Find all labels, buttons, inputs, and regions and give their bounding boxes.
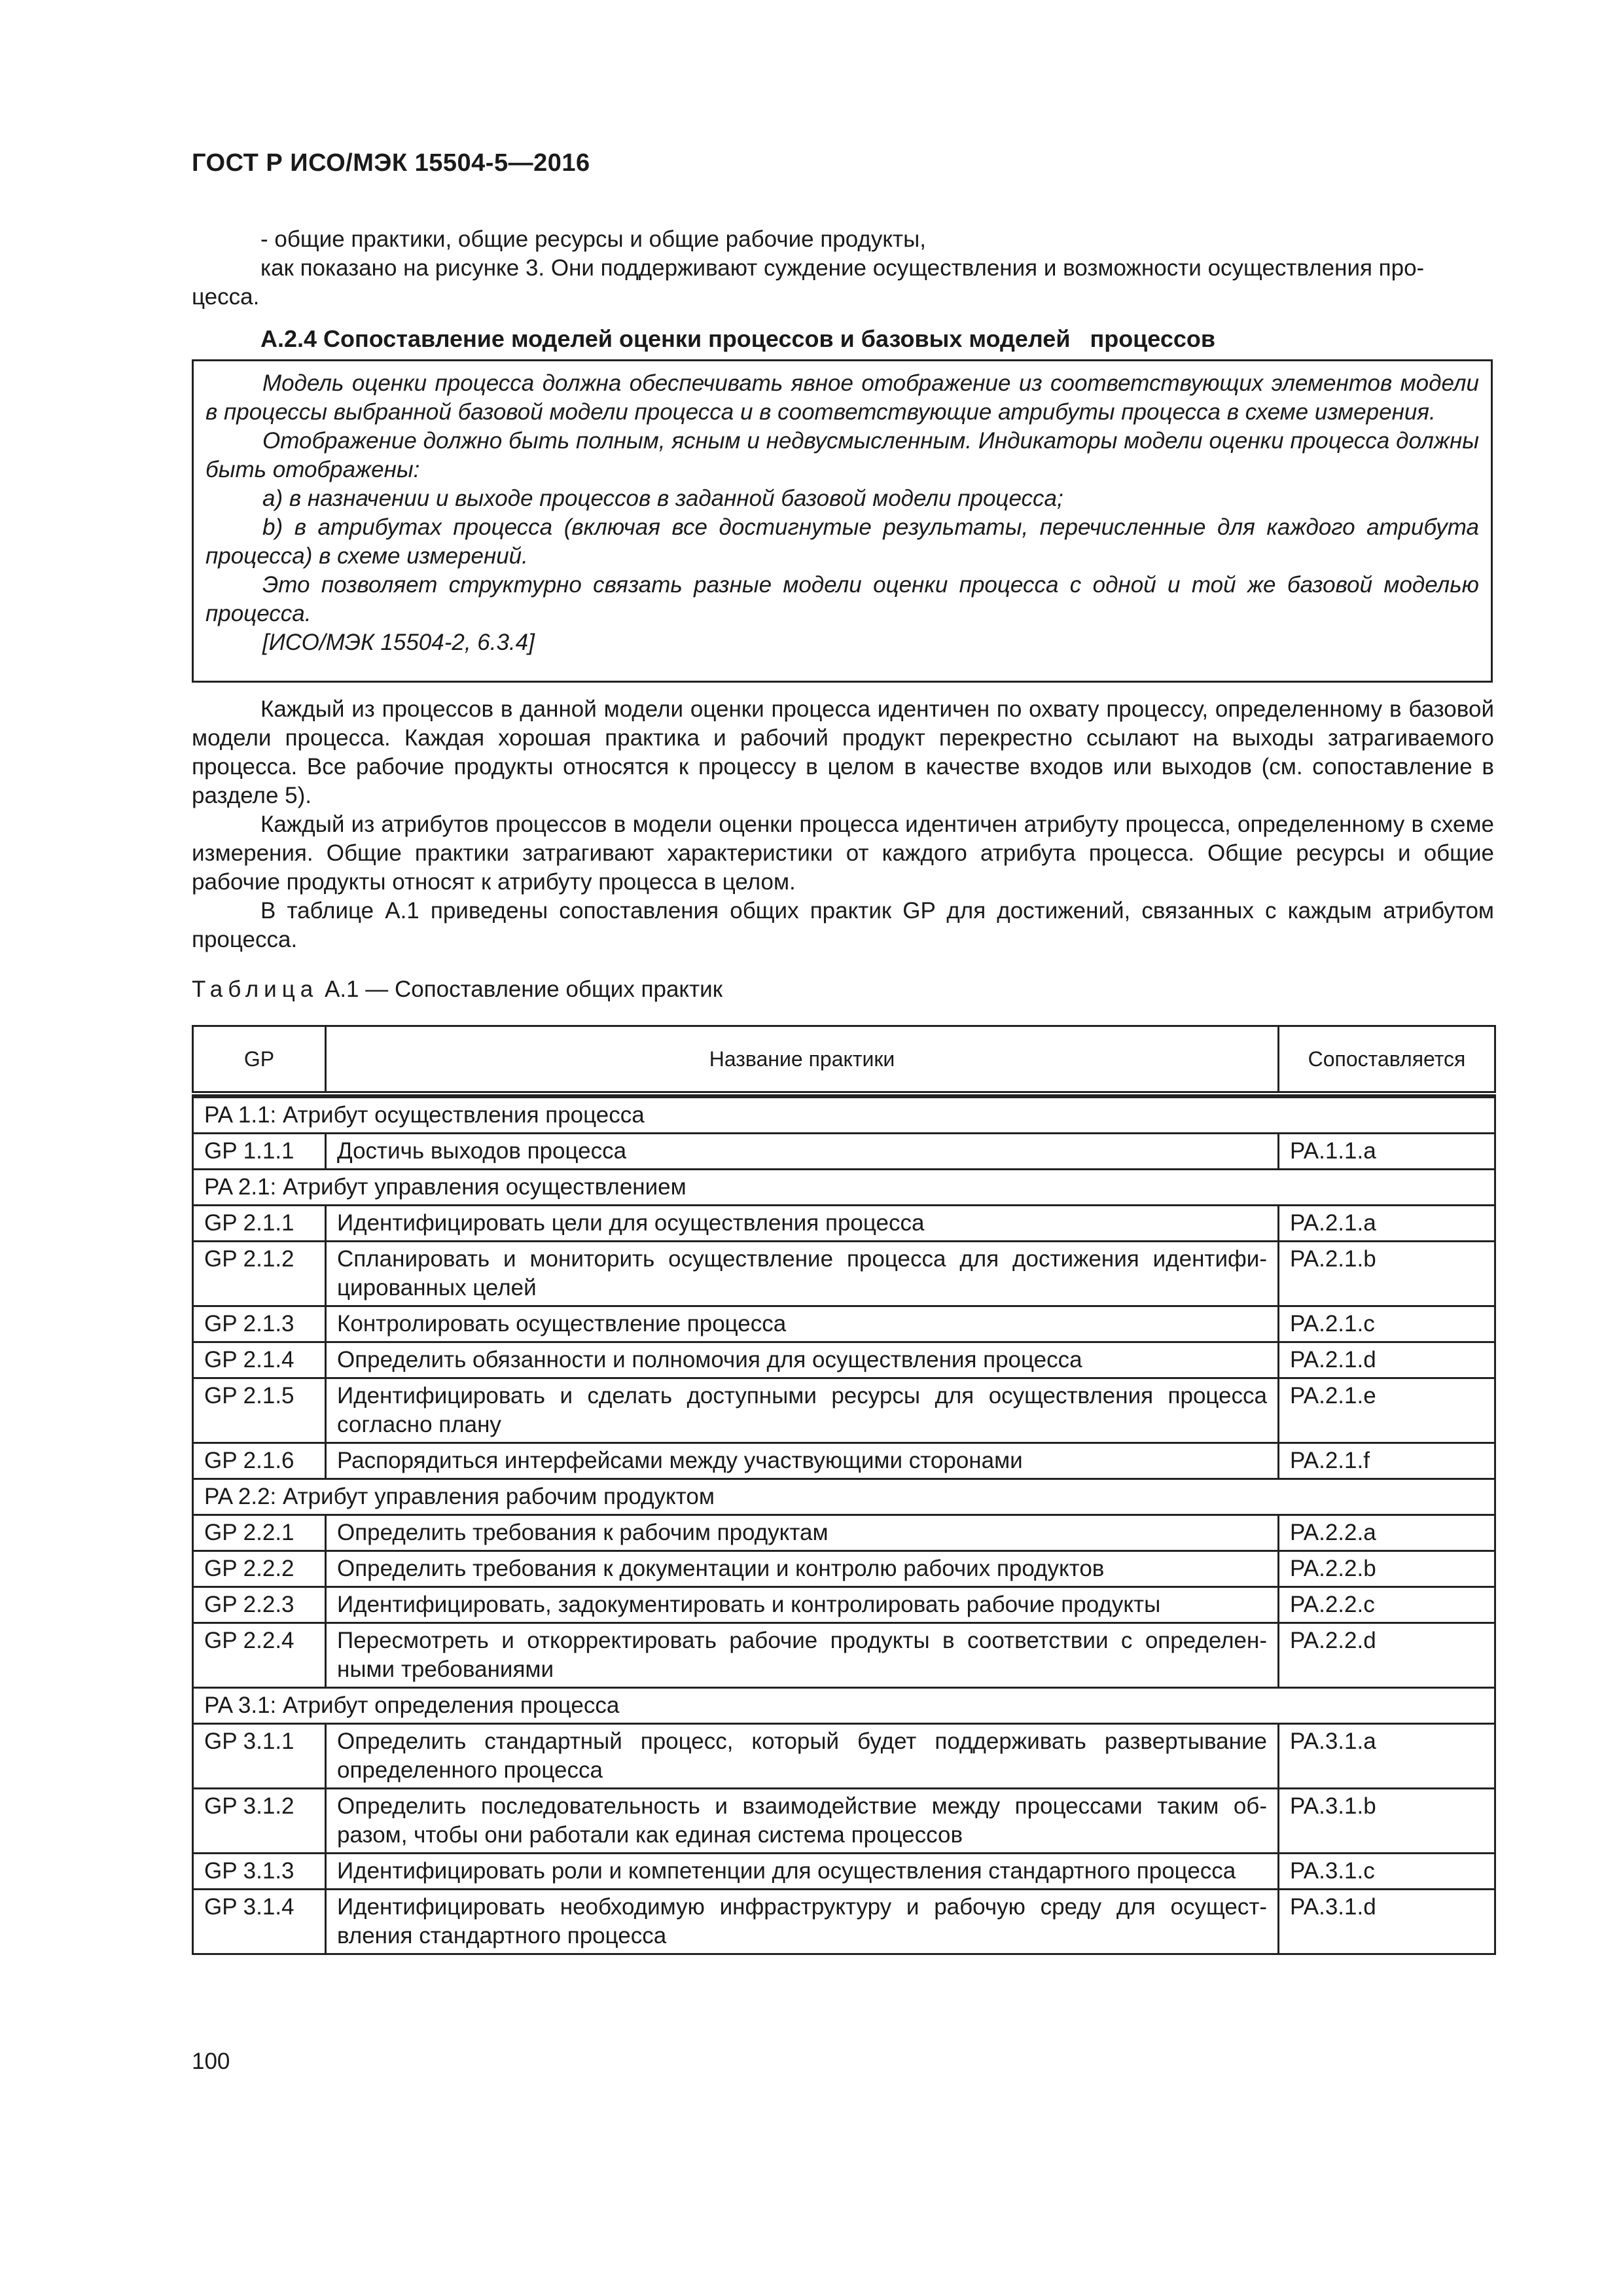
table-row [193, 1134, 1495, 1170]
cell-practice-name: Распорядиться интерфейсами между участвующими сторонами [326, 1443, 1279, 1479]
table-row [193, 1206, 1495, 1242]
page-header-title: ГОСТ Р ИСО/МЭК 15504-5—2016 [192, 149, 590, 177]
cell-mapped-to: PA.2.1.e [1279, 1378, 1495, 1443]
body-paragraph-1: Каждый из процессов в данной модели оценки процесса идентичен по охвату процессу, определенному в базовой модели процесса. Каждая хорошая практика и рабочий продукт перекрестно ссылают на выходы затрагиваемого процесса. Все рабочие продукты относятся к процессу в целом в качестве входов или выходов (см. сопоставление в разделе 5). [192, 696, 1494, 808]
cell-mapped-to: PA.2.1.b [1279, 1242, 1495, 1306]
cell-mapped-to: PA.3.1.d [1279, 1890, 1495, 1954]
quote-reference: [ИСО/МЭК 15504-2, 6.3.4] [262, 630, 535, 655]
cell-gp-id: GP 3.1.3 [193, 1854, 326, 1890]
quote-box [192, 359, 1493, 683]
cell-gp-id: GP 2.1.2 [193, 1242, 326, 1306]
cell-mapped-to: PA.3.1.b [1279, 1789, 1495, 1854]
body-paragraph-3: В таблице А.1 приведены сопоставления общих практик GP для достижений, связанных с каждым атрибутом процесса. [192, 898, 1494, 952]
table-header-row [193, 1026, 1495, 1094]
cell-gp-id: GP 2.2.4 [193, 1623, 326, 1688]
table-row [193, 1378, 1495, 1443]
header-practice-name: Название практики [326, 1026, 1279, 1094]
cell-gp-id: GP 3.1.1 [193, 1724, 326, 1789]
group-title: PA 3.1: Атрибут определения процесса [193, 1688, 1495, 1724]
cell-practice-name: Определить требования к документации и контролю рабочих продуктов [326, 1551, 1279, 1587]
table-row [193, 1551, 1495, 1587]
table-row [193, 1724, 1495, 1789]
cell-gp-id: GP 2.1.3 [193, 1306, 326, 1342]
intro-line-1: - общие практики, общие ресурсы и общие рабочие продукты, [260, 226, 926, 252]
cell-practice-name: Идентифицировать и сделать доступными ресурсы для осуществления процесса согласно плану [326, 1378, 1279, 1443]
cell-gp-id: GP 2.2.2 [193, 1551, 326, 1587]
intro-line-2: как показано на рисунке 3. Они поддерживают суждение осуществления и возможности осуществления про- [260, 255, 1425, 281]
cell-practice-name: Достичь выходов процесса [326, 1134, 1279, 1170]
cell-practice-name: Пересмотреть и откорректировать рабочие продукты в соответствии с определен-ными требованиями [326, 1623, 1279, 1688]
intro-text [192, 225, 1494, 312]
table-row [193, 1342, 1495, 1378]
cell-gp-id: GP 2.2.3 [193, 1587, 326, 1623]
table-group-row [193, 1170, 1495, 1206]
cell-mapped-to: PA.3.1.a [1279, 1724, 1495, 1789]
cell-mapped-to: PA.2.1.a [1279, 1206, 1495, 1242]
quote-paragraph-3: а) в назначении и выходе процессов в заданной базовой модели процесса; [262, 486, 1063, 511]
table-group-row [193, 1479, 1495, 1515]
quote-paragraph-4: b) в атрибутах процесса (включая все достигнутые результаты, перечисленные для каждого атрибута процесса) в схеме измерений. [205, 514, 1479, 569]
group-title: PA 1.1: Атрибут осуществления процесса [193, 1098, 1495, 1134]
body-text [192, 695, 1494, 954]
cell-mapped-to: PA.2.2.d [1279, 1623, 1495, 1688]
page-number: 100 [192, 2049, 230, 2074]
cell-mapped-to: PA.2.1.c [1279, 1306, 1495, 1342]
intro-line-3: цесса. [192, 284, 260, 310]
section-heading: А.2.4 Сопоставление моделей оценки процессов и базовых моделей процессов [260, 325, 1216, 352]
table-row [193, 1242, 1495, 1306]
quote-paragraph-2: Отображение должно быть полным, ясным и недвусмысленным. Индикаторы модели оценки процесса должны быть отображены: [205, 428, 1479, 482]
table-row [193, 1623, 1495, 1688]
cell-gp-id: GP 3.1.2 [193, 1789, 326, 1854]
cell-practice-name: Спланировать и мониторить осуществление процесса для достижения идентифи-цированных целей [326, 1242, 1279, 1306]
table-row [193, 1515, 1495, 1551]
table-caption [192, 977, 722, 1003]
gp-mapping-table [192, 1025, 1496, 1955]
table-row [193, 1306, 1495, 1342]
cell-gp-id: GP 2.1.5 [193, 1378, 326, 1443]
body-paragraph-2: Каждый из атрибутов процессов в модели оценки процесса идентичен атрибуту процесса, определенному в схеме измерения. Общие практики затрагивают характеристики от каждого атрибута процесса. Общие ресурсы и общие рабочие продукты относят к атрибуту процесса в целом. [192, 812, 1494, 895]
cell-practice-name: Контролировать осуществление процесса [326, 1306, 1279, 1342]
table-group-row [193, 1098, 1495, 1134]
cell-mapped-to: PA.2.2.c [1279, 1587, 1495, 1623]
cell-practice-name: Идентифицировать цели для осуществления процесса [326, 1206, 1279, 1242]
cell-practice-name: Определить последовательность и взаимодействие между процессами таким об-разом, чтобы они работали как единая система процессов [326, 1789, 1279, 1854]
group-title: PA 2.2: Атрибут управления рабочим продуктом [193, 1479, 1495, 1515]
group-title: PA 2.1: Атрибут управления осуществлением [193, 1170, 1495, 1206]
cell-practice-name: Определить обязанности и полномочия для осуществления процесса [326, 1342, 1279, 1378]
cell-gp-id: GP 3.1.4 [193, 1890, 326, 1954]
cell-mapped-to: PA.2.2.b [1279, 1551, 1495, 1587]
cell-mapped-to: PA.2.2.a [1279, 1515, 1495, 1551]
table-body [193, 1094, 1495, 1954]
cell-mapped-to: PA.2.1.d [1279, 1342, 1495, 1378]
table-row [193, 1789, 1495, 1854]
cell-mapped-to: PA.2.1.f [1279, 1443, 1495, 1479]
cell-gp-id: GP 2.1.1 [193, 1206, 326, 1242]
cell-mapped-to: PA.3.1.c [1279, 1854, 1495, 1890]
cell-mapped-to: PA.1.1.a [1279, 1134, 1495, 1170]
quote-paragraph-1: Модель оценки процесса должна обеспечивать явное отображение из соответствующих элементов модели в процессы выбранной базовой модели процесса и в соответствующие атрибуты процесса в схеме измерения. [205, 370, 1479, 425]
header-gp: GP [193, 1026, 326, 1094]
cell-practice-name: Идентифицировать роли и компетенции для осуществления стандартного процесса [326, 1854, 1279, 1890]
cell-practice-name: Определить требования к рабочим продуктам [326, 1515, 1279, 1551]
table-row [193, 1587, 1495, 1623]
table-caption-title: А.1 — Сопоставление общих практик [324, 977, 723, 1002]
cell-practice-name: Идентифицировать, задокументировать и контролировать рабочие продукты [326, 1587, 1279, 1623]
cell-gp-id: GP 2.2.1 [193, 1515, 326, 1551]
quote-paragraph-5: Это позволяет структурно связать разные модели оценки процесса с одной и той же базовой моделью процесса. [205, 572, 1479, 626]
table-row [193, 1890, 1495, 1954]
table-row [193, 1854, 1495, 1890]
table-row [193, 1443, 1495, 1479]
cell-gp-id: GP 2.1.4 [193, 1342, 326, 1378]
cell-practice-name: Определить стандартный процесс, который будет поддерживать развертывание определенного процесса [326, 1724, 1279, 1789]
cell-gp-id: GP 1.1.1 [193, 1134, 326, 1170]
header-mapped-to: Сопоставляется [1279, 1026, 1495, 1094]
table-caption-word: Таблица [192, 977, 319, 1002]
table-group-row [193, 1688, 1495, 1724]
cell-gp-id: GP 2.1.6 [193, 1443, 326, 1479]
cell-practice-name: Идентифицировать необходимую инфраструктуру и рабочую среду для осущест-вления стандартного процесса [326, 1890, 1279, 1954]
